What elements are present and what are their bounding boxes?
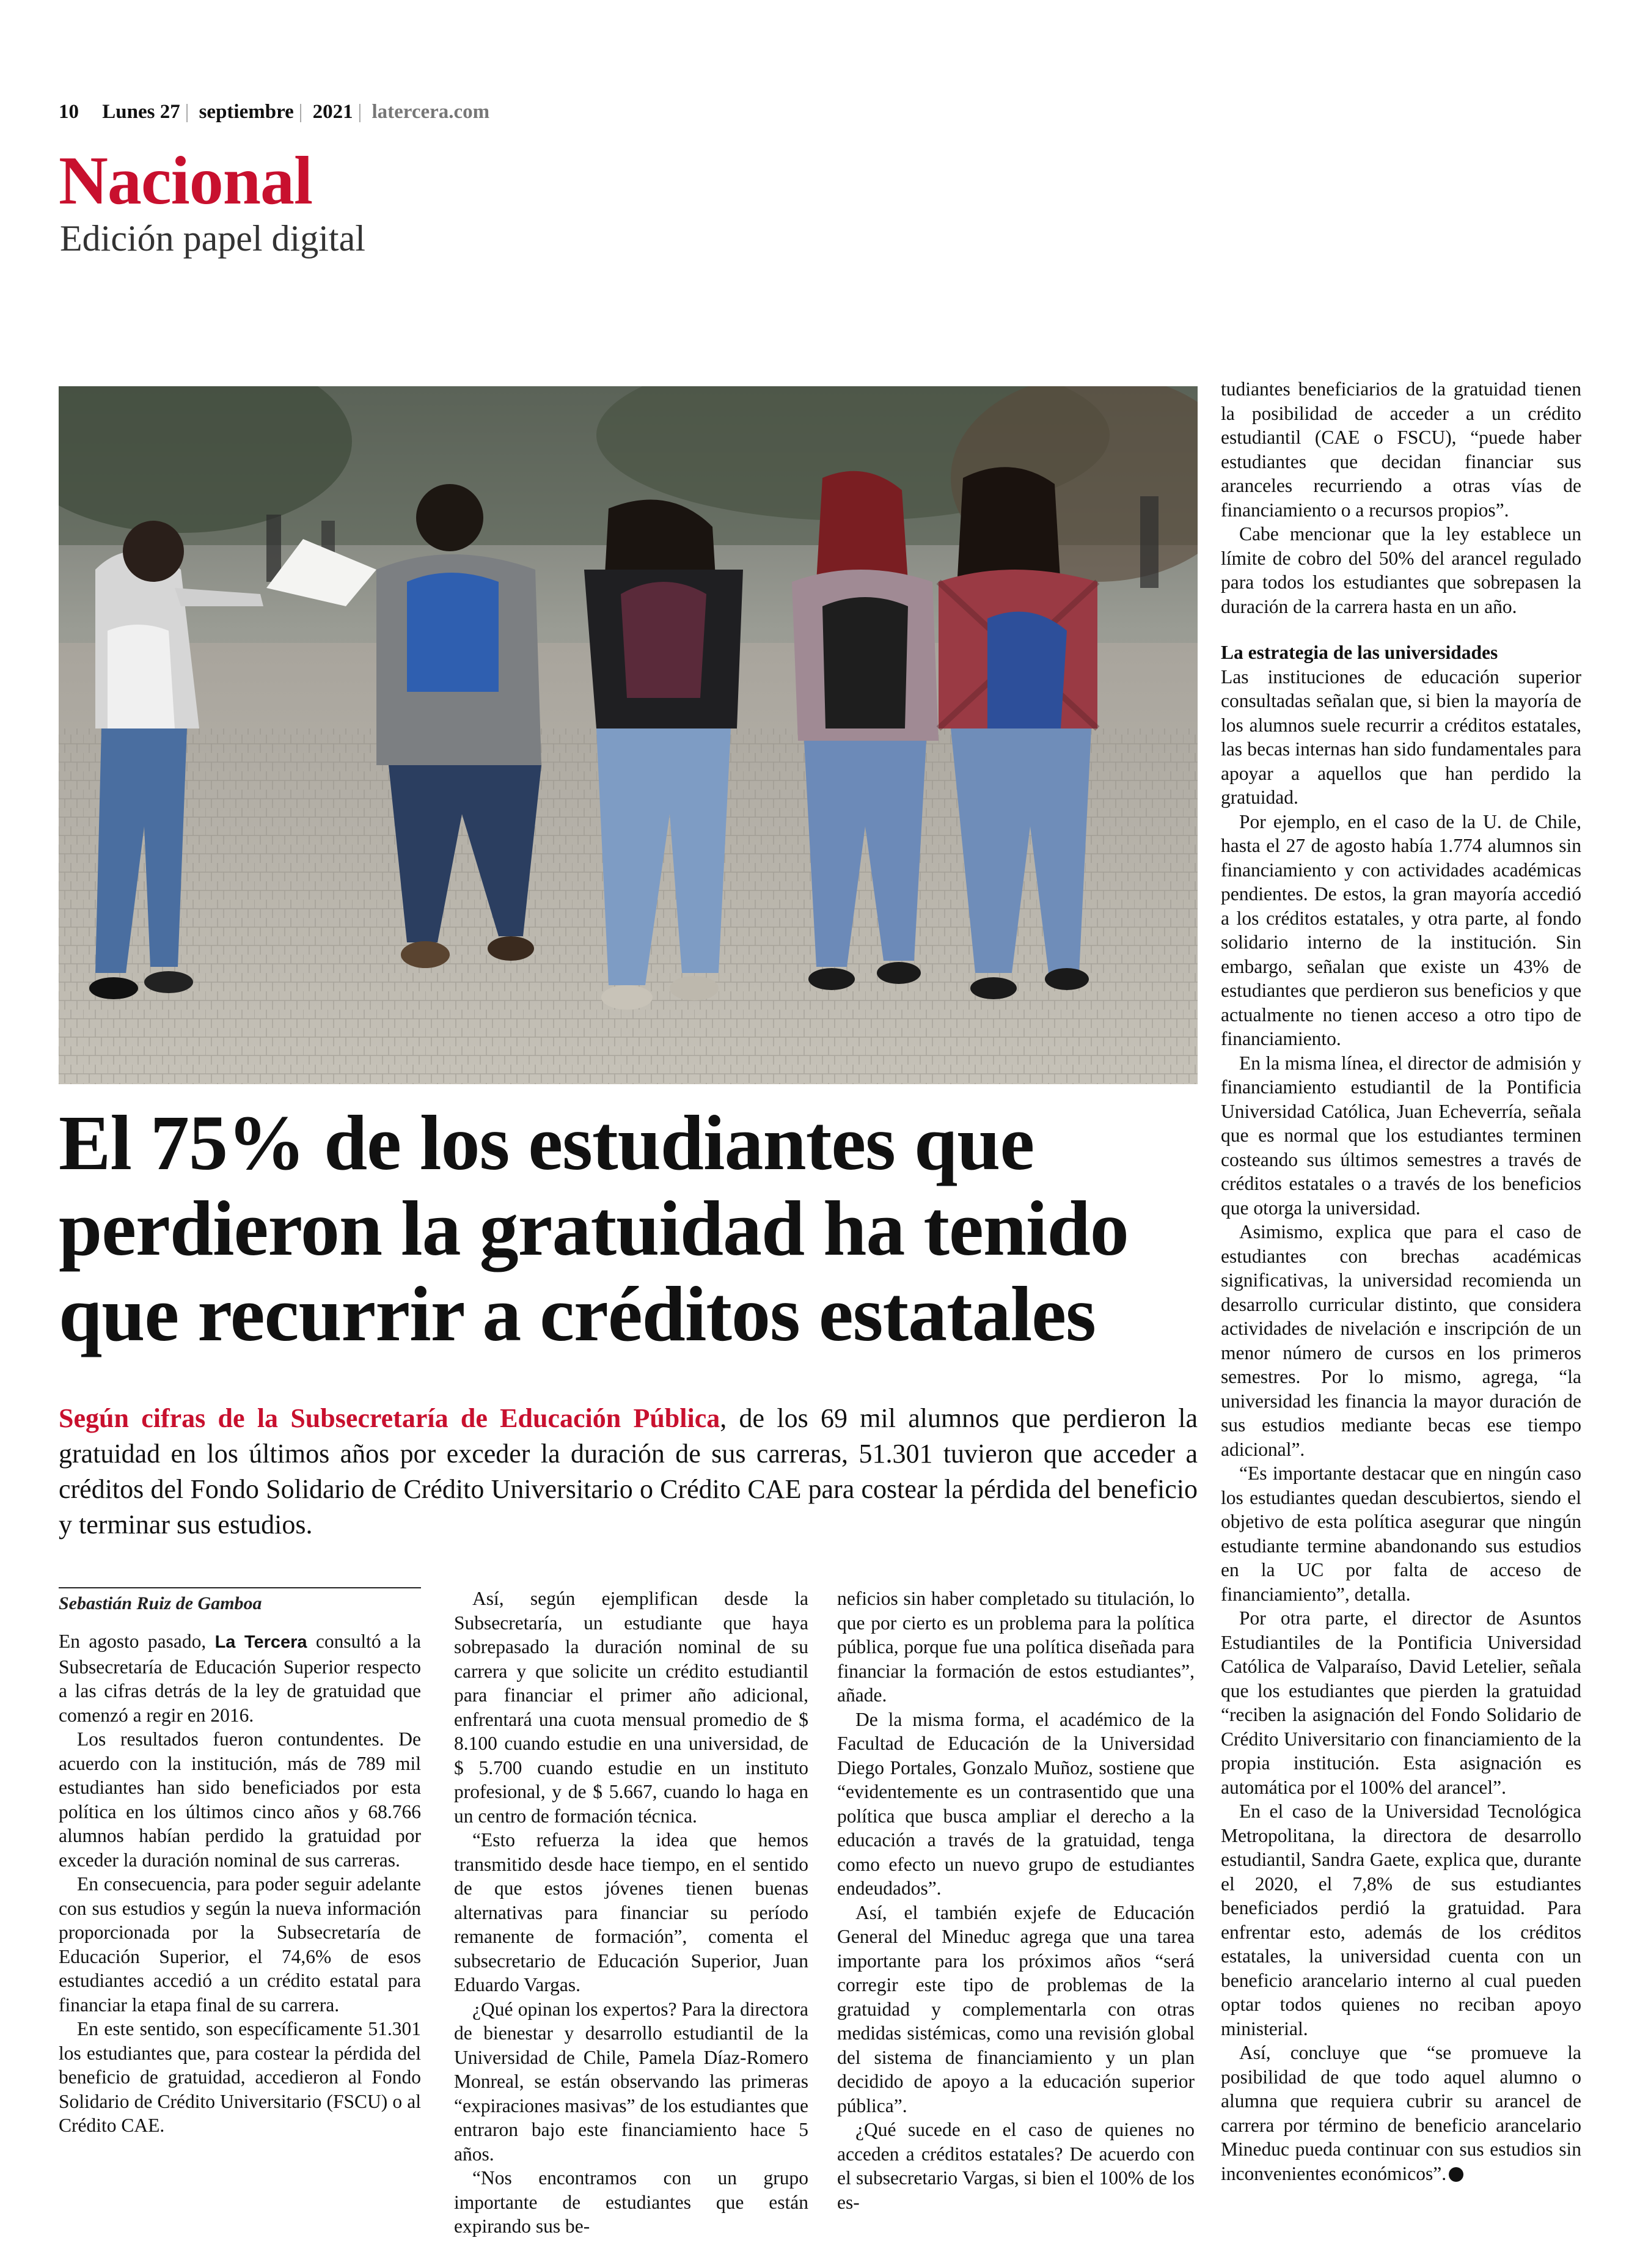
article-column-2: [454, 1587, 808, 2239]
headline-line: que recurrir a créditos estatales: [59, 1271, 1096, 1357]
date-year: 2021: [312, 101, 353, 123]
article-column-4: [1221, 377, 1581, 2185]
lead-highlight: Según cifras de la Subsecretaría de Educación Pública: [59, 1403, 720, 1433]
date-month: septiembre: [199, 101, 294, 123]
paragraph: En este sentido, son específicamente 51.301 los estudiantes que, para costear la pérdida del beneficio de gratuidad, accedieron al Fondo Solidario de Crédito Universitario (FSCU) o al Crédito CAE.: [59, 2018, 421, 2136]
paragraph: Por otra parte, el director de Asuntos Estudiantiles de la Pontificia Universidad Católica de Valparaíso, David Letelier, señala que los estudiantes que pierden la gratuidad “reciben la asignación del Fondo Solidario de Crédito Universitario con financiamiento de la propia institución. Esta asignación es automática por el 100% del arancel”.: [1221, 1607, 1581, 1798]
paragraph: “Nos encontramos con un grupo importante de estudiantes que están expirando sus be-: [454, 2167, 808, 2237]
paragraph: De la misma forma, el académico de la Facultad de Educación de la Universidad Diego Portales, Gonzalo Muñoz, sostiene que “evidentemente es un contrasentido que una política que busca ampliar el derecho a la educación a través de la gratuidad, tenga como efecto un nuevo grupo de estudiantes endeudados”.: [837, 1708, 1195, 1899]
paragraph: neficios sin haber completado su titulación, lo que por cierto es un problema para la política pública, porque fue una política diseñada para financiar la formación de estos estudiantes”, añade.: [837, 1588, 1195, 1706]
paragraph: En el caso de la Universidad Tecnológica Metropolitana, la directora de desarrollo estudiantil, Sandra Gaete, explica que, durante el 2020, el 7,8% de sus estudiantes beneficiados perdió la gratuidad. Para enfrentar esto, además de los créditos estatales, la universidad cuenta con un beneficio arancelario interno al cual pueden optar todos quienes no reciban apoyo ministerial.: [1221, 1800, 1581, 2039]
article-lead: [59, 1401, 1198, 1543]
headline-line: perdieron la gratuidad ha tenido: [59, 1185, 1129, 1272]
paragraph: “Esto refuerza la idea que hemos transmitido desde hace tiempo, en el sentido de que estos jóvenes tienen buenas alternativas para financiar su período remanente de formación”, comenta el subsecretario de Educación Superior, Juan Eduardo Vargas.: [454, 1829, 808, 1995]
edition-subtitle: Edición papel digital: [60, 218, 365, 259]
paragraph: Los resultados fueron contundentes. De acuerdo con la institución, más de 789 mil estudiantes han sido beneficiados por esta política en los últimos cinco años y 68.766 alumnos habían perdido la gratuidad por exceder la duración nominal de sus carreras.: [59, 1728, 421, 1871]
paragraph: Las instituciones de educación superior consultadas señalan que, si bien la mayoría de los alumnos suele recurrir a créditos estatales, las becas internas han sido fundamentales para apoyar a aquellos que han perdido la gratuidad.: [1221, 666, 1581, 808]
byline: Sebastián Ruiz de Gamboa: [59, 1587, 421, 1620]
article-column-3: [837, 1587, 1195, 2214]
page-number: 10: [59, 101, 79, 123]
section-title: Nacional: [59, 143, 313, 219]
headline-line: El 75% de los estudiantes que: [59, 1099, 1034, 1186]
students-walking-photo: [59, 386, 1198, 1084]
paragraph: Asimismo, explica que para el caso de estudiantes con brechas académicas significativas, la universidad recomienda un desarrollo curricular distinto, que considera actividades de nivelación e inscripción de un menor número de cursos en los primeros semestres. Por lo mismo, agrega, “la universidad les financia la mayor duración de sus estudios mediante becas ese tiempo adicional”.: [1221, 1221, 1581, 1460]
paragraph: ¿Qué sucede en el caso de quienes no acceden a créditos estatales? De acuerdo con el subsecretario Vargas, si bien el 100% de los es-: [837, 2119, 1195, 2213]
paragraph: Por ejemplo, en el caso de la U. de Chile, hasta el 27 de agosto había 1.774 alumnos sin financiamiento y con actividades académicas pendientes. De estos, la gran mayoría accedió a los créditos estatales, y otra parte, al fondo solidario interno de la institución. Sin embargo, señalan que existe un 43% de estudiantes que perdieron sus beneficios y que actualmente no tienen acceso a otro tipo de financiamiento.: [1221, 810, 1581, 1049]
paragraph: ¿Qué opinan los expertos? Para la directora de bienestar y desarrollo estudiantil de la Universidad de Chile, Pamela Díaz-Romero Monreal, se están observando las primeras “expiraciones masivas” de los estudiantes que entraron bajo este financiamiento hace 5 años.: [454, 1998, 808, 2165]
brand-name: La Tercera: [214, 1632, 307, 1652]
paragraph: En consecuencia, para poder seguir adelante con sus estudios y según la nueva información proporcionada por la Subsecretaría de Educación Superior, el 74,6% de esos estudiantes accedió a un crédito estatal para financiar la etapa final de su carrera.: [59, 1873, 421, 2016]
article-column-1: [59, 1629, 421, 2138]
paragraph: “Es importante destacar que en ningún caso los estudiantes quedan descubiertos, siendo el objetivo de esta política asegurar que ningún estudiante termine abandonando sus estudios en la UC por falta de acceso de financiamiento”, detalla.: [1221, 1462, 1581, 1605]
article-photo: [59, 386, 1198, 1084]
site-link[interactable]: latercera.com: [372, 101, 490, 123]
subheading: La estrategia de las universidades: [1221, 642, 1498, 663]
end-mark-icon: [1449, 2167, 1463, 2182]
page-header-bar: 10 Lunes 27 | septiembre | 2021 | latercera.com: [59, 101, 490, 123]
article-headline: [59, 1100, 1207, 1357]
paragraph: En la misma línea, el director de admisión y financiamiento estudiantil de la Pontificia Universidad Católica, Juan Echeverría, señala que es normal que los estudiantes terminen costeando sus últimos semestres a través de créditos estatales o a través de los beneficios que otorga la universidad.: [1221, 1052, 1581, 1219]
paragraph: tudiantes beneficiarios de la gratuidad tienen la posibilidad de acceder a un crédito estudiantil (CAE o FSCU), “puede haber estudiantes que decidan financiar sus aranceles recurriendo a otras vías de financiamiento o a recursos propios”.: [1221, 378, 1581, 521]
paragraph: Así, el también exjefe de Educación General del Mineduc agrega que una tarea importante para los próximos años “será corregir este tipo de problemas de la gratuidad y complementarla con otras medidas sistémicas, como una revisión global del sistema de financiamiento y un plan decidido de apoyo a la educación superior pública”.: [837, 1901, 1195, 2116]
paragraph: Cabe mencionar que la ley establece un límite de cobro del 50% del arancel regulado para todos los estudiantes que sobrepasen la duración de la carrera hasta en un año.: [1221, 523, 1581, 617]
date-day: Lunes 27: [102, 101, 180, 123]
paragraph: Así, según ejemplifican desde la Subsecretaría, un estudiante que haya sobrepasado la duración nominal de su carrera y que solicite un crédito estudiantil para financiar el primer año adicional, enfrentará una cuota mensual promedio de $ 8.100 cuando estudie en una universidad, de $ 5.700 cuando estudie en un instituto profesional, y de $ 5.667, cuando lo haga en un centro de formación técnica.: [454, 1588, 808, 1827]
paragraph: Así, concluye que “se promueve la posibilidad de que todo aquel alumno o alumna que requiera cubrir su arancel de carrera por término de beneficio arancelario Mineduc pueda continuar con sus estudios sin inconvenientes económicos”.: [1221, 2042, 1581, 2184]
paragraph: En agosto pasado, La Tercera consultó a la Subsecretaría de Educación Superior respecto a las cifras detrás de la ley de gratuidad que comenzó a regir en 2016.: [59, 1631, 421, 1726]
lead-text: , de los 69 mil alumnos que perdieron la gratuidad en los últimos años por exceder la duración de sus carreras, 51.301 tuvieron que acceder a créditos del Fondo Solidario de Crédito Universitario o Crédito CAE para costear la pérdida del beneficio y terminar sus estudios.: [59, 1403, 1198, 1540]
